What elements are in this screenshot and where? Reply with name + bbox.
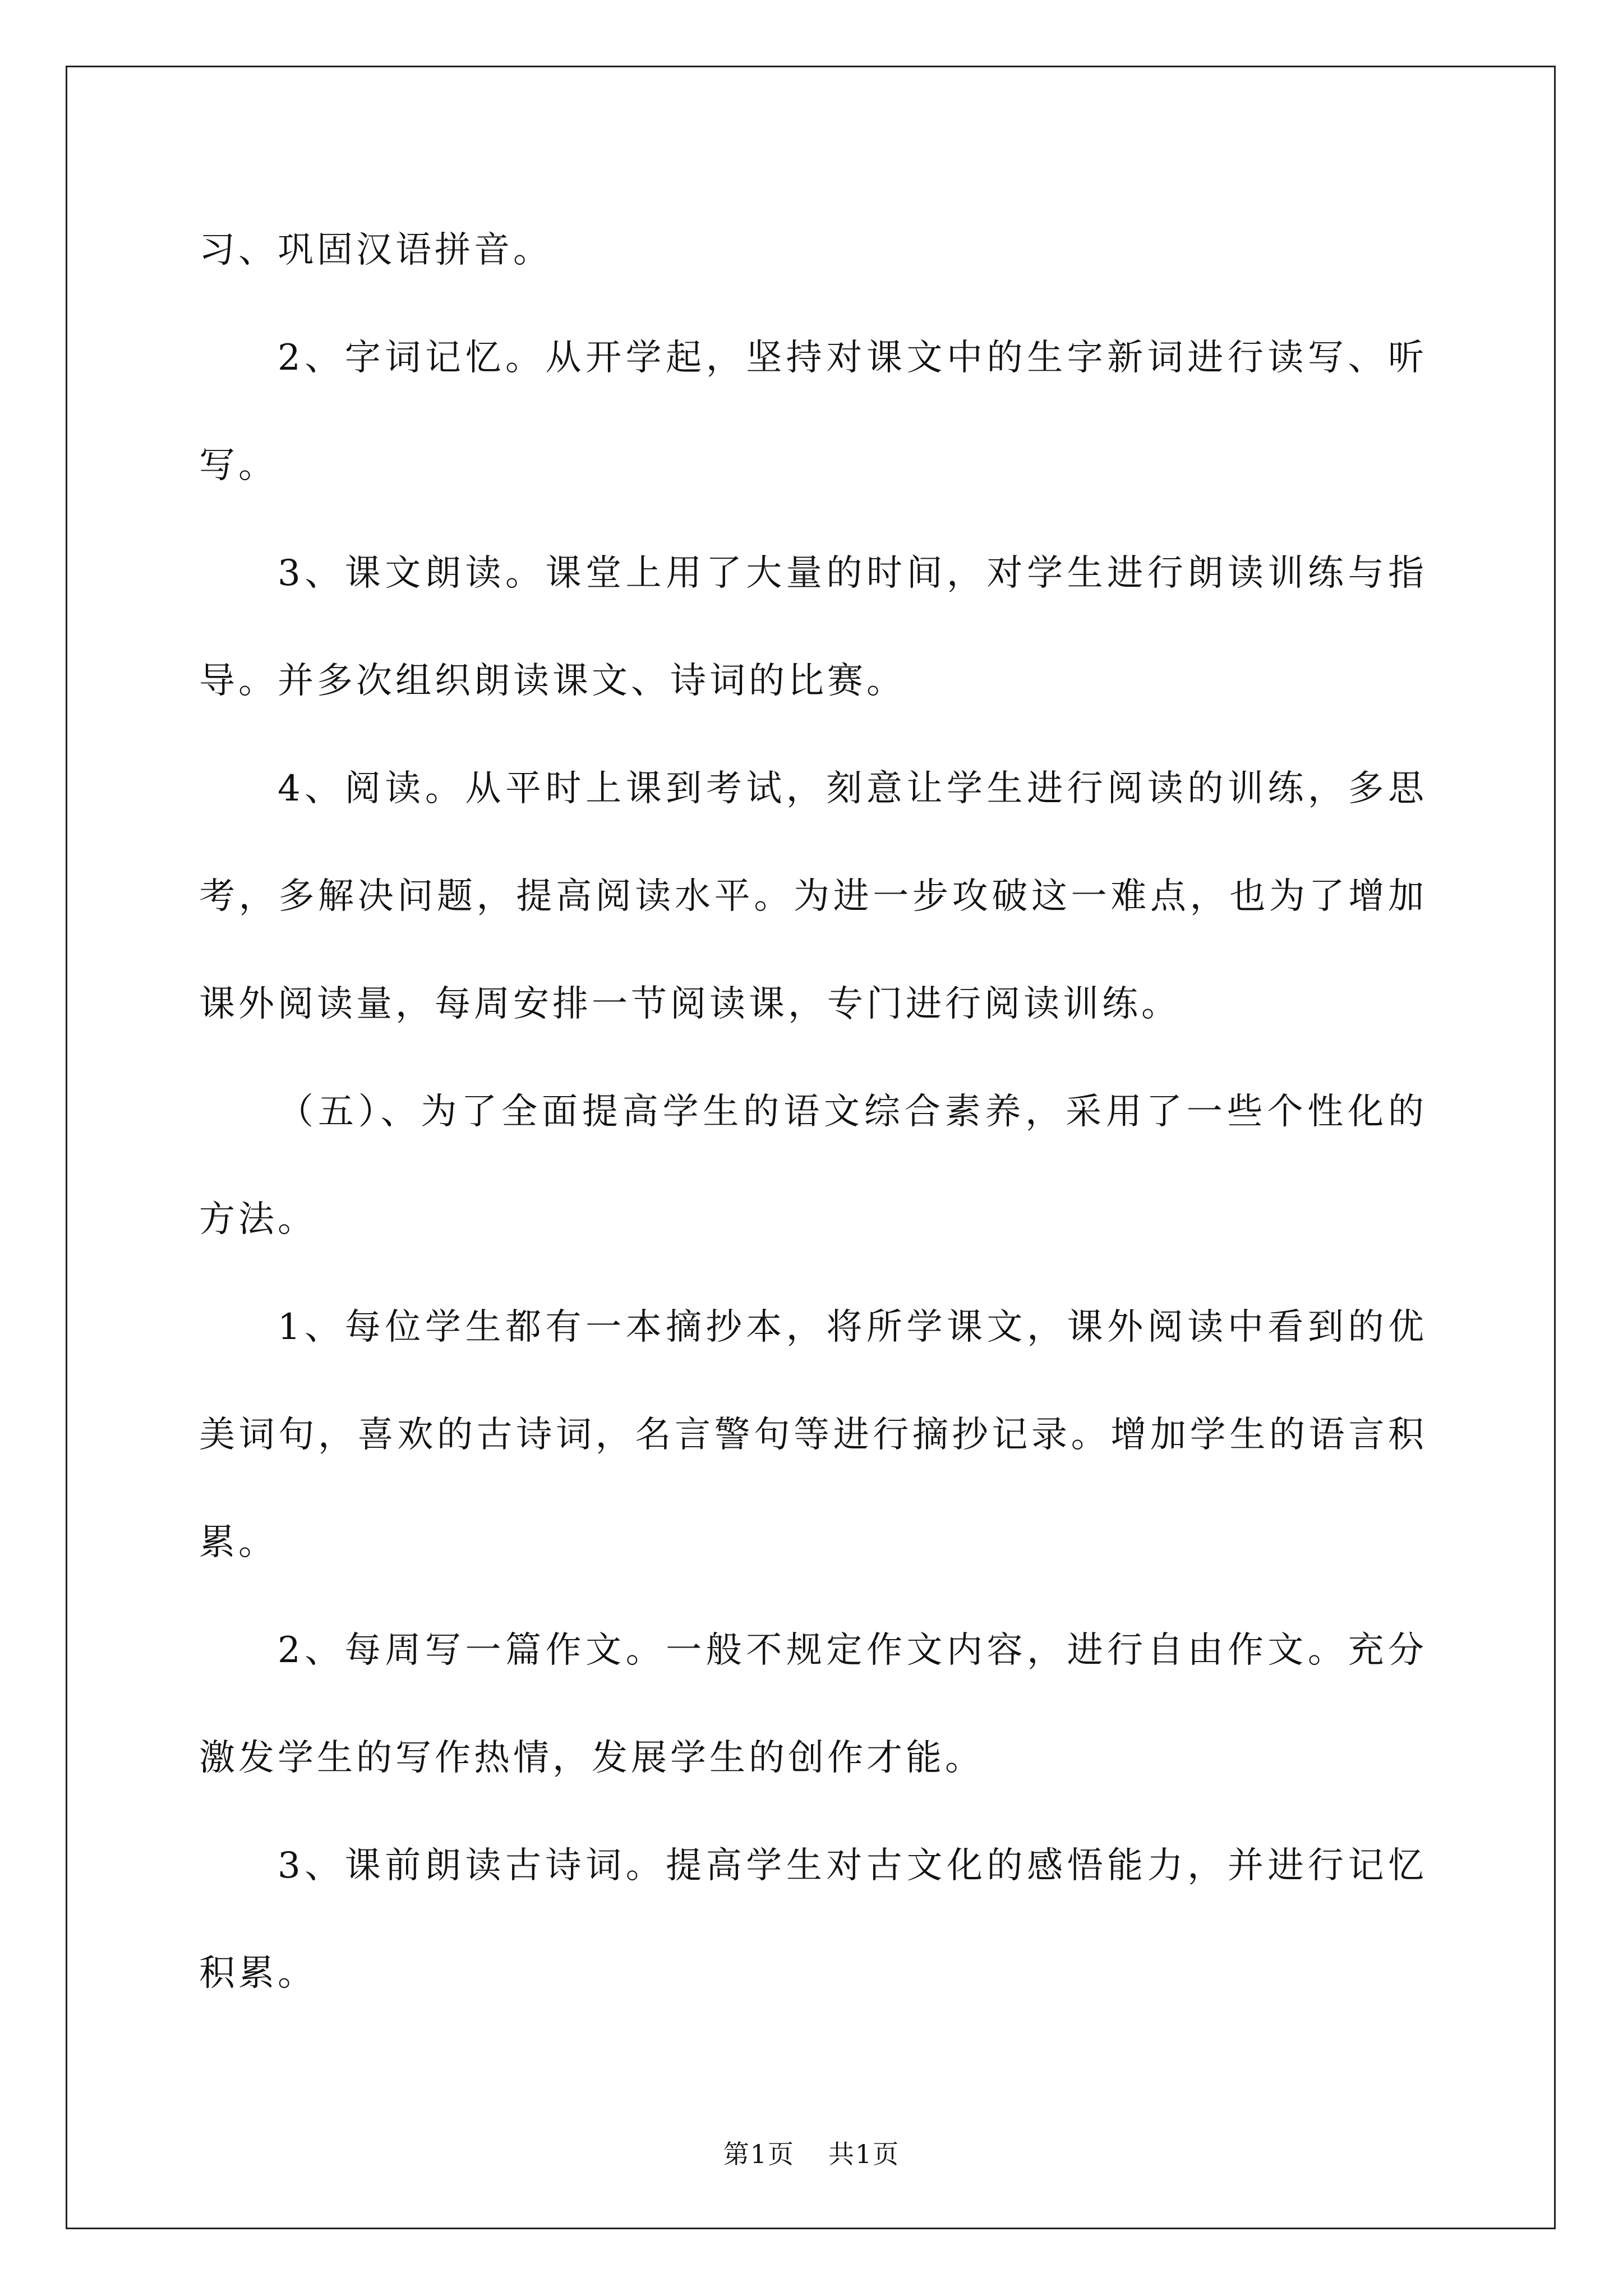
page-footer <box>0 2137 1623 2171</box>
page-number-total: 共1页 <box>828 2139 900 2169</box>
paragraph-6: 1、每位学生都有一本摘抄本，将所学课文，课外阅读中看到的优美词句，喜欢的古诗词，名言警句等进行摘抄记录。增加学生的语言积累。 <box>199 1306 1427 1563</box>
paragraph-5: （五）、为了全面提高学生的语文综合素养，采用了一些个性化的方法。 <box>199 1091 1427 1240</box>
page-number-current: 第1页 <box>723 2139 795 2169</box>
paragraph-1: 习、巩固汉语拼音。 <box>199 229 552 271</box>
paragraph-3: 3、课文朗读。课堂上用了大量的时间，对学生进行朗读训练与指导。并多次组织朗读课文、诗词的比赛。 <box>199 553 1427 702</box>
document-body <box>199 196 1427 2027</box>
paragraph-2: 2、字词记忆。从开学起，坚持对课文中的生字新词进行读写、听写。 <box>199 337 1427 486</box>
paragraph-4: 4、阅读。从平时上课到考试，刻意让学生进行阅读的训练，多思考，多解决问题，提高阅读水平。为进一步攻破这一难点，也为了增加课外阅读量，每周安排一节阅读课，专门进行阅读训练。 <box>199 768 1427 1025</box>
paragraph-7: 2、每周写一篇作文。一般不规定作文内容，进行自由作文。充分激发学生的写作热情，发展学生的创作才能。 <box>199 1630 1427 1779</box>
paragraph-8: 3、课前朗读古诗词。提高学生对古文化的感悟能力，并进行记忆积累。 <box>199 1845 1427 1994</box>
